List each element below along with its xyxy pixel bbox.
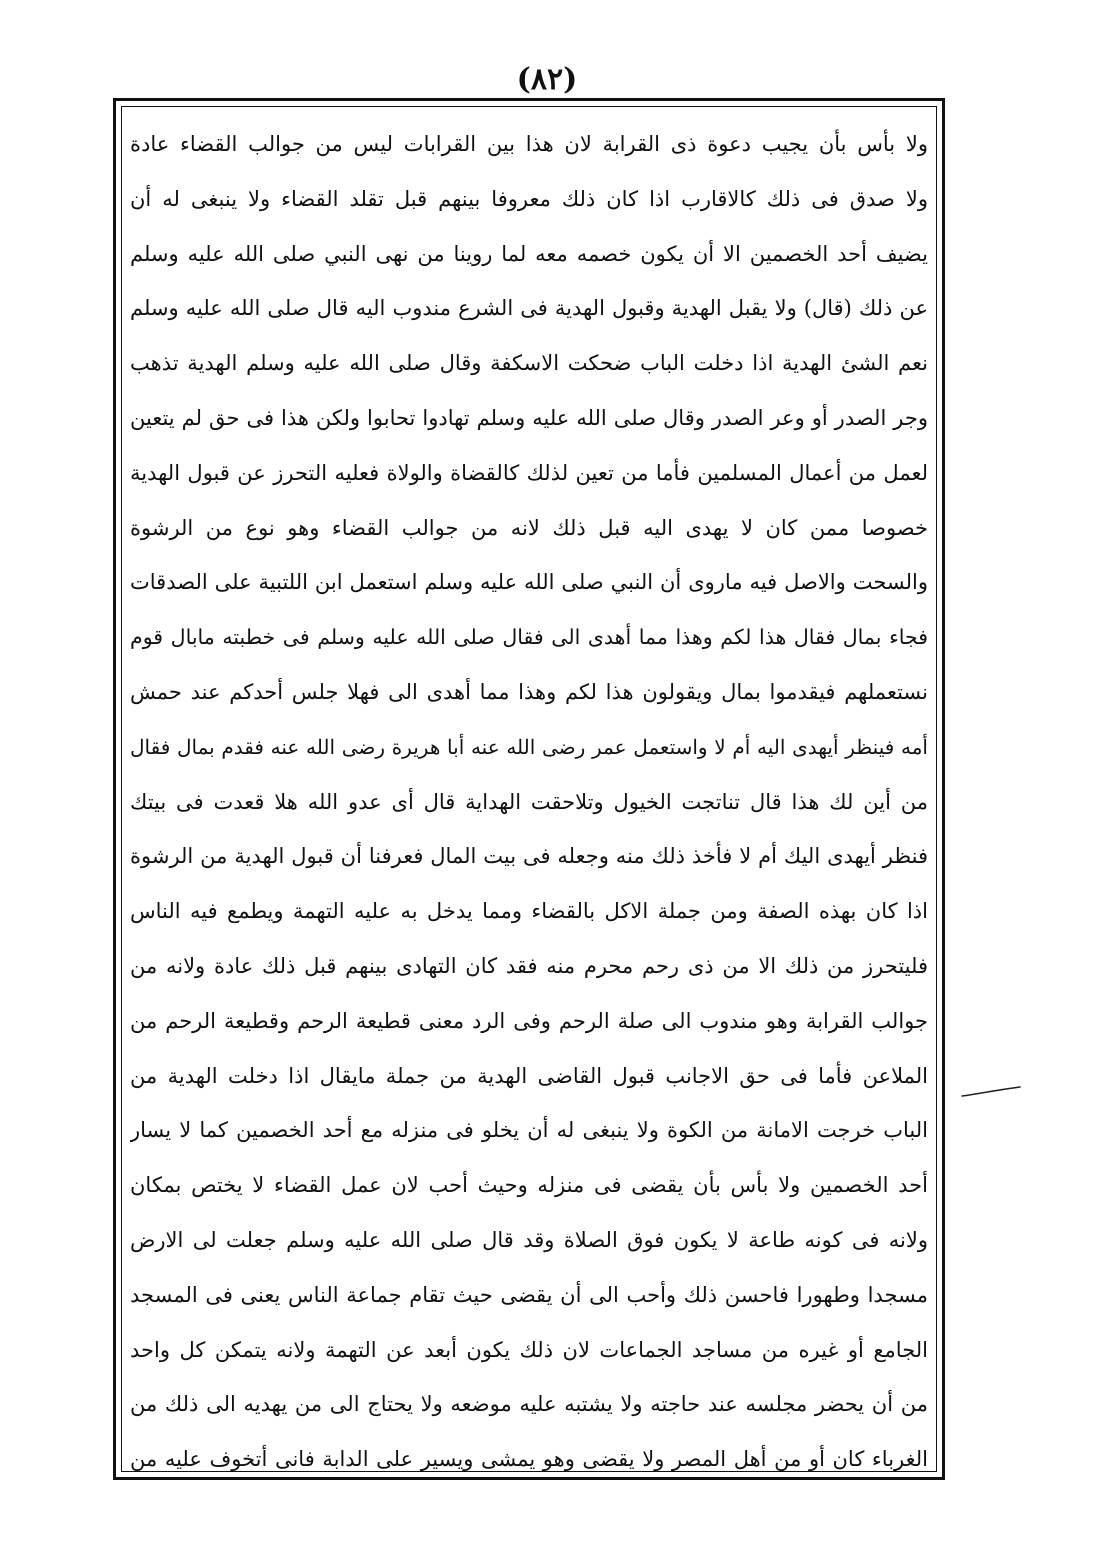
text-line: الملاعن فأما فى حق الاجانب قبول القاضى الهدية من جملة مايقال اذا دخلت الهدية من [130,1063,928,1088]
text-line: مسجدا وطهورا فاحسن ذلك وأحب الى أن يقضى حيث تقام جماعة الناس يعنى فى المسجد [130,1282,928,1307]
text-line: خصوصا ممن كان لا يهدى اليه قبل ذلك لانه من جوالب القضاء وهو نوع من الرشوة [130,515,928,540]
text-line: ولا بأس بأن يجيب دعوة ذى القرابة لان هذا بين القرابات ليس من جوالب القضاء عادة [130,132,928,156]
text-line: نستعملهم فيقدموا بمال ويقولون هذا لكم وهذا مما أهدى الى فهلا جلس أحدكم عند حمش [130,679,928,704]
text-line: فنظر أيهدى اليك أم لا فأخذ ذلك منه وجعله فى بيت المال فعرفنا أن قبول الهدية من الرشوة [130,844,928,869]
text-line: والسحت والاصل فيه ماروى أن النبي صلى الله عليه وسلم استعمل ابن اللتبية على الصدقات [130,570,928,595]
text-line: الباب خرجت الامانة من الكوة ولا ينبغى له أن يخلو فى منزله مع أحد الخصمين كما لا يسار [130,1118,928,1143]
page-number: (٨٢) [516,62,578,97]
text-line: عن ذلك (قال) ولا يقبل الهدية وقبول الهدية فى الشرع مندوب اليه قال صلى الله عليه وسلم [130,296,928,321]
text-line: الغرباء كان أو من أهل المصر ولا يقضى وهو يمشى ويسير على الدابة فانى أتخوف عليه من [130,1447,928,1472]
text-line: ولانه فى كونه طاعة لا يكون فوق الصلاة وقد قال صلى الله عليه وسلم جعلت لى الارض [130,1227,928,1252]
text-line: أمه فينظر أيهدى اليه أم لا واستعمل عمر رضى الله عنه أبا هريرة رضى الله عنه فقدم بمال فقال [130,734,928,759]
text-line: وجر الصدر أو وعر الصدر وقال صلى الله عليه وسلم تهادوا تحابوا ولكن هذا فى حق لم يتعين [130,405,928,430]
text-line: اذا كان بهذه الصفة ومن جملة الاكل بالقضاء ومما يدخل به عليه التهمة ويطمع فيه الناس [130,899,928,924]
text-line: فجاء بمال فقال هذا لكم وهذا مما أهدى الى فقال صلى الله عليه وسلم فى خطبته مابال قوم [130,625,928,650]
text-line: جوالب القرابة وهو مندوب الى صلة الرحم وفى الرد معنى قطيعة الرحم وقطيعة الرحم من [130,1008,928,1033]
text-line: نعم الشئ الهدية اذا دخلت الباب ضحكت الاسكفة وقال صلى الله عليه وسلم الهدية تذهب [130,351,928,376]
text-line: ولا صدق فى ذلك كالاقارب اذا كان ذلك معروفا بينهم قبل تقلد القضاء ولا ينبغى له أن [130,186,928,211]
margin-pen-mark [960,1085,1022,1099]
text-line: أحد الخصمين ولا بأس بأن يقضى فى منزله وحيث أحب لان عمل القضاء لا يختص بمكان [130,1173,928,1198]
text-line: يضيف أحد الخصمين الا أن يكون خصمه معه لما روينا من نهى النبي صلى الله عليه وسلم [130,241,928,266]
text-body [130,117,928,1487]
text-line: لعمل من أعمال المسلمين فأما من تعين لذلك كالقضاة والولاة فعليه التحرز عن قبول الهدية [130,460,928,485]
page-border [113,98,945,1480]
text-line: من أن يحضر مجلسه عند حاجته ولا يشتبه عليه موضعه ولا يحتاج الى من يهديه الى ذلك من [130,1392,928,1417]
text-line: الجامع أو غيره من مساجد الجماعات لان ذلك يكون أبعد عن التهمة ولانه يتمكن كل واحد [130,1337,928,1362]
text-line: فليتحرز من ذلك الا من ذى رحم محرم منه فقد كان التهادى بينهم قبل ذلك عادة ولانه من [130,953,928,978]
text-line: من أين لك هذا قال تناتجت الخيول وتلاحقت الهداية قال أى عدو الله هلا قعدت فى بيتك [130,789,928,814]
